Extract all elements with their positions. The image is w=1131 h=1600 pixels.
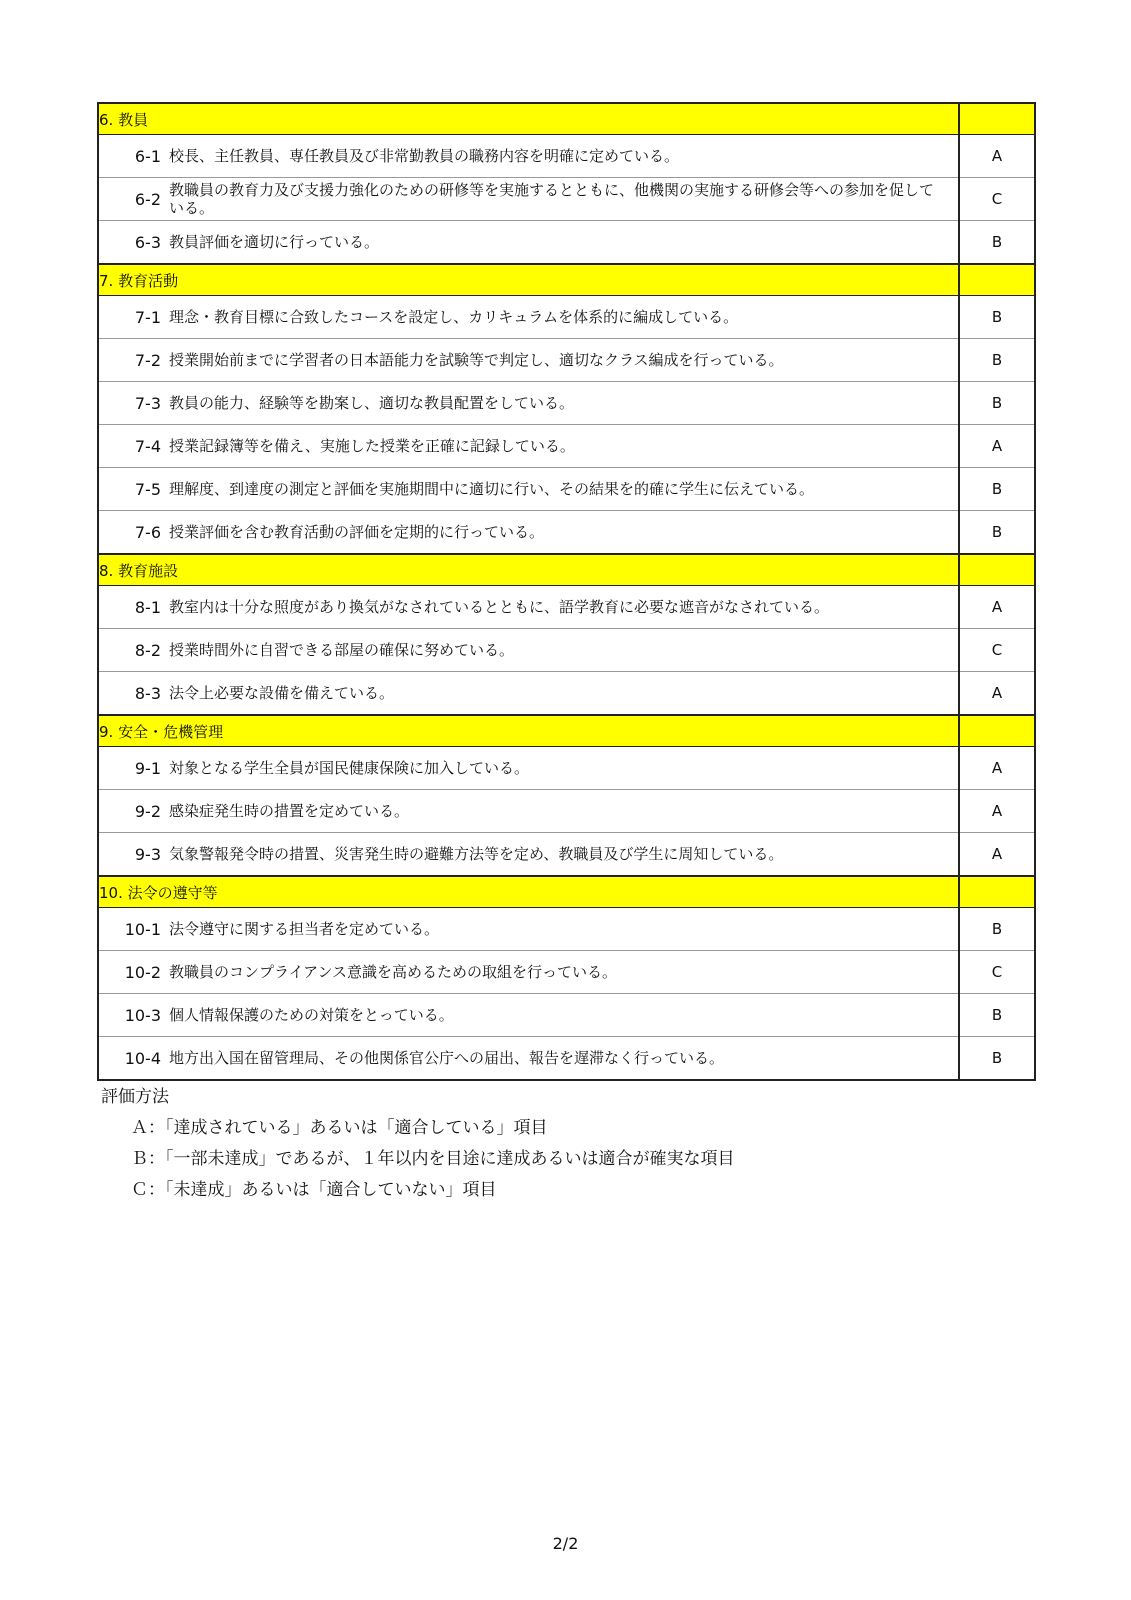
section-header [98, 554, 1035, 586]
item-rating: A [959, 586, 1035, 629]
item-cell [98, 382, 959, 425]
legend-title: 評価方法 [101, 1087, 169, 1107]
table-row [98, 833, 1035, 877]
item-number: 10-3 [124, 1005, 161, 1025]
table-row [98, 747, 1035, 790]
section-header [98, 715, 1035, 747]
page-number: 2/2 [552, 1534, 579, 1553]
item-text: 授業時間外に自習できる部屋の確保に努めている。 [169, 641, 515, 659]
table-row [98, 135, 1035, 178]
item-rating: A [959, 135, 1035, 178]
item-cell [98, 994, 959, 1037]
item-number: 8-2 [134, 640, 161, 660]
section-header [98, 264, 1035, 296]
item-number: 7-1 [134, 307, 161, 327]
item-cell [98, 747, 959, 790]
item-rating: C [959, 951, 1035, 994]
table-row [98, 1037, 1035, 1081]
table-row [98, 629, 1035, 672]
section-rating-cell [959, 103, 1035, 135]
item-rating: A [959, 425, 1035, 468]
item-text: 理念・教育目標に合致したコースを設定し、カリキュラムを体系的に編成している。 [169, 308, 739, 326]
item-number: 8-3 [134, 683, 161, 703]
item-number: 10-2 [124, 962, 161, 982]
section-header [98, 876, 1035, 908]
table-row [98, 511, 1035, 555]
item-number: 10-1 [124, 919, 161, 939]
item-rating: A [959, 790, 1035, 833]
item-cell [98, 833, 959, 877]
item-rating: B [959, 1037, 1035, 1081]
item-text: 授業開始前までに学習者の日本語能力を試験等で判定し、適切なクラス編成を行っている。 [169, 351, 784, 369]
table-row [98, 425, 1035, 468]
section-header [98, 103, 1035, 135]
table-row [98, 908, 1035, 951]
item-cell [98, 672, 959, 716]
item-rating: B [959, 468, 1035, 511]
table-row [98, 296, 1035, 339]
item-number: 6-2 [134, 189, 161, 209]
item-cell [98, 339, 959, 382]
table-row [98, 586, 1035, 629]
item-number: 7-5 [134, 479, 161, 499]
legend-item-a: Ａ：「達成されている」あるいは「適合している」項目 [131, 1118, 548, 1138]
item-number: 7-4 [134, 436, 161, 456]
item-number: 6-3 [134, 232, 161, 252]
item-text: 地方出入国在留管理局、その他関係官公庁への届出、報告を遅滞なく行っている。 [169, 1049, 725, 1067]
item-text: 授業記録簿等を備え、実施した授業を正確に記録している。 [169, 437, 575, 455]
item-number: 7-6 [134, 522, 161, 542]
item-text: 教員の能力、経験等を勘案し、適切な教員配置をしている。 [169, 394, 575, 412]
item-rating: A [959, 672, 1035, 716]
item-text: 対象となる学生全員が国民健康保険に加入している。 [169, 759, 530, 777]
table-row [98, 382, 1035, 425]
item-text: 個人情報保護のための対策をとっている。 [169, 1006, 454, 1024]
item-cell [98, 135, 959, 178]
item-rating: B [959, 296, 1035, 339]
item-rating: B [959, 221, 1035, 265]
table-row [98, 468, 1035, 511]
item-cell [98, 1037, 959, 1081]
item-cell [98, 296, 959, 339]
legend [101, 1082, 735, 1206]
item-number: 10-4 [124, 1048, 161, 1068]
item-rating: B [959, 994, 1035, 1037]
item-text: 校長、主任教員、専任教員及び非常勤教員の職務内容を明確に定めている。 [169, 147, 680, 165]
item-cell [98, 468, 959, 511]
item-rating: A [959, 747, 1035, 790]
table-row [98, 221, 1035, 265]
item-number: 9-1 [134, 758, 161, 778]
table-row [98, 672, 1035, 716]
item-cell [98, 908, 959, 951]
item-cell [98, 951, 959, 994]
section-title: 7. 教育活動 [98, 264, 959, 296]
item-rating: C [959, 629, 1035, 672]
item-rating: B [959, 511, 1035, 555]
item-text: 法令上必要な設備を備えている。 [169, 684, 395, 702]
table-row [98, 178, 1035, 221]
item-number: 9-2 [134, 801, 161, 821]
item-text: 気象警報発令時の措置、災害発生時の避難方法等を定め、教職員及び学生に周知している。 [169, 845, 784, 863]
legend-item-c: Ｃ：「未達成」あるいは「適合していない」項目 [131, 1180, 497, 1200]
section-title: 8. 教育施設 [98, 554, 959, 586]
item-rating: B [959, 382, 1035, 425]
section-title: 10. 法令の遵守等 [98, 876, 959, 908]
item-cell [98, 221, 959, 265]
table-row [98, 994, 1035, 1037]
item-cell [98, 511, 959, 555]
item-rating: C [959, 178, 1035, 221]
item-cell [98, 586, 959, 629]
table-row [98, 339, 1035, 382]
item-number: 8-1 [134, 597, 161, 617]
item-rating: A [959, 833, 1035, 877]
item-number: 6-1 [134, 146, 161, 166]
item-number: 7-2 [134, 350, 161, 370]
item-text: 授業評価を含む教育活動の評価を定期的に行っている。 [169, 523, 545, 541]
item-text: 教職員のコンプライアンス意識を高めるための取組を行っている。 [169, 963, 618, 981]
item-number: 7-3 [134, 393, 161, 413]
section-rating-cell [959, 715, 1035, 747]
item-cell [98, 790, 959, 833]
legend-item-b: Ｂ：「一部未達成」であるが、１年以内を目途に達成あるいは適合が確実な項目 [131, 1149, 735, 1169]
item-text: 教員評価を適切に行っている。 [169, 233, 380, 251]
item-text: 感染症発生時の措置を定めている。 [169, 802, 410, 820]
item-cell [98, 178, 959, 221]
table-row [98, 790, 1035, 833]
section-rating-cell [959, 264, 1035, 296]
section-title: 6. 教員 [98, 103, 959, 135]
item-cell [98, 425, 959, 468]
item-cell [98, 629, 959, 672]
item-rating: B [959, 339, 1035, 382]
item-text: 教職員の教育力及び支援力強化のための研修等を実施するとともに、他機関の実施する研修会等への参加を促している。 [169, 181, 935, 217]
item-number: 9-3 [134, 844, 161, 864]
section-rating-cell [959, 876, 1035, 908]
item-text: 法令遵守に関する担当者を定めている。 [169, 920, 440, 938]
section-rating-cell [959, 554, 1035, 586]
section-title: 9. 安全・危機管理 [98, 715, 959, 747]
item-rating: B [959, 908, 1035, 951]
item-text: 理解度、到達度の測定と評価を実施期間中に適切に行い、その結果を的確に学生に伝えている。 [169, 480, 815, 498]
evaluation-table [97, 102, 1036, 1081]
table-row [98, 951, 1035, 994]
item-text: 教室内は十分な照度があり換気がなされているとともに、語学教育に必要な遮音がなされている。 [169, 598, 830, 616]
